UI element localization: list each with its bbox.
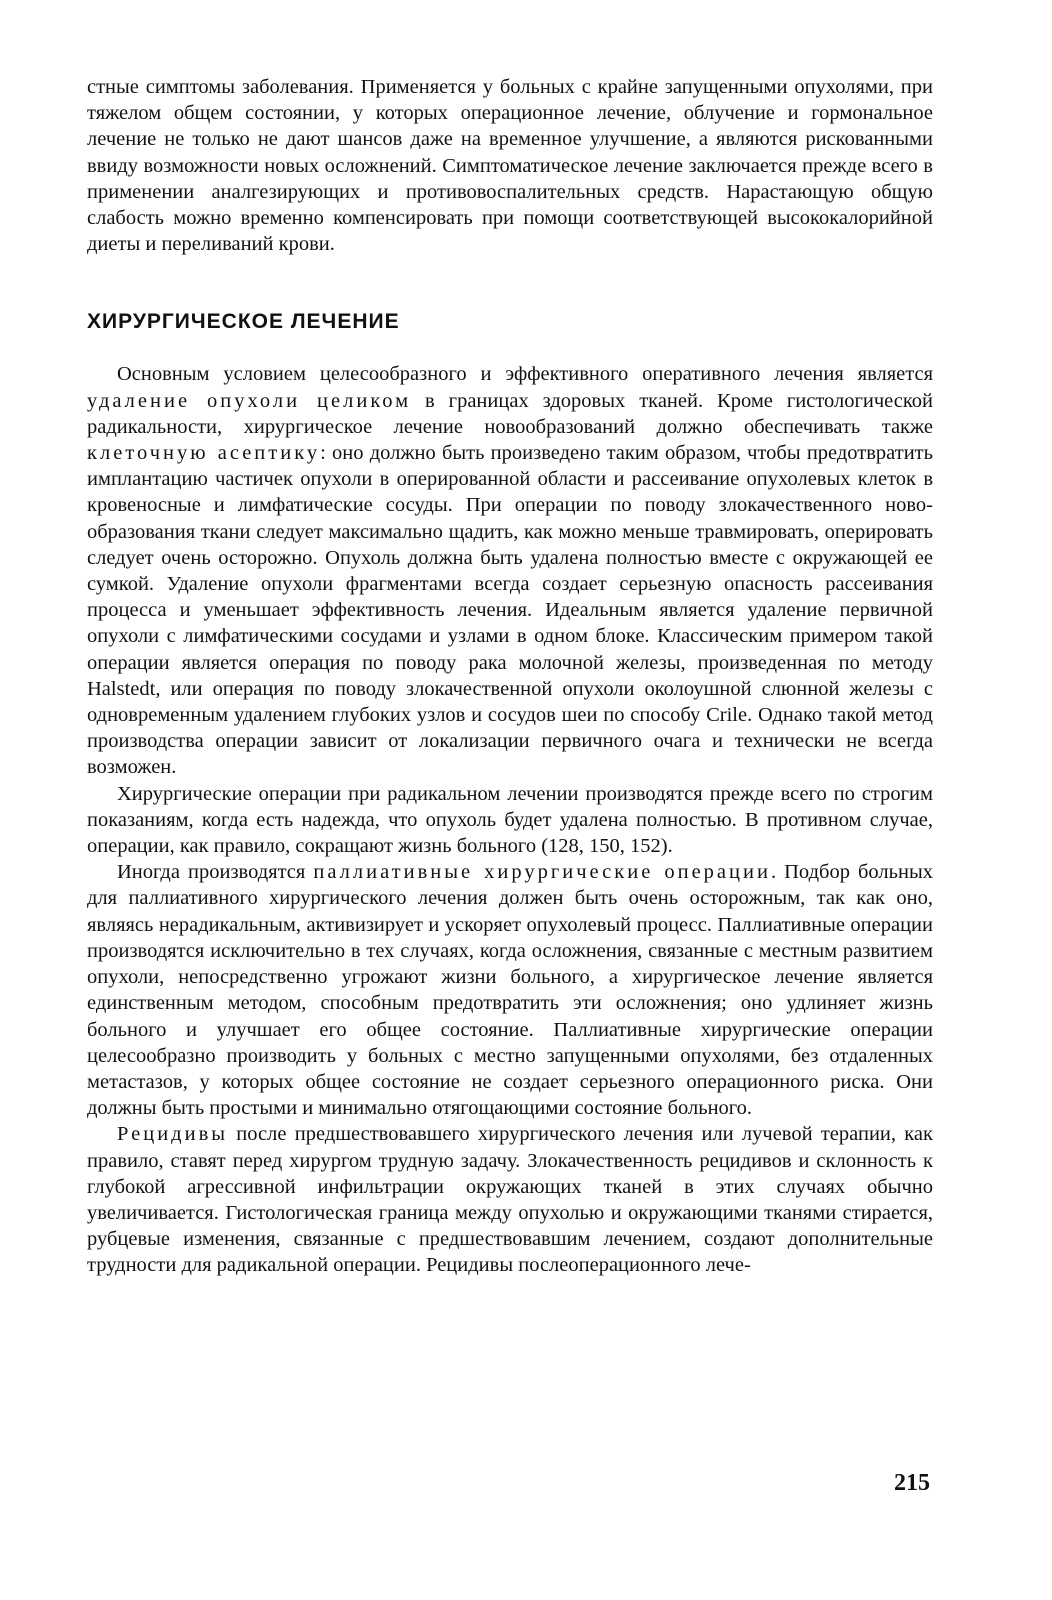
paragraph-1-text: : оно должно быть произведено таким образом, чтобы предотвратить имплантацию частичек опухоли в оперированной области и рассеивание опухолевых клеток в кровеносные и лимфатические сосуды. При операции по поводу злокачественного новообразования ткани следует максимально щадить, как можно меньше травмировать, оперировать следует очень осторожно. Опухоль должна быть удалена полностью вместе с окружающей ее сумкой. Удаление опухоли фрагментами всегда создает серьезную опасность рассеивания процесса и уменьшает эффективность лечения. Идеальным является удаление первичной опухоли с лимфатическими сосудами и узлами в одном блоке. Классическим примером такой операции является операция по поводу рака молочной железы, произведенная по методу Halstedt, или операция по поводу злокачественной опухоли околоушной слюнной железы с одновременным удалением глубоких узлов и сосудов шеи по способу Crile. Однако такой метод производства операции зависит от локализации первичного очага и технически не всегда возможен.: [87, 442, 933, 779]
paragraph-1-spaced-term: удаление опухоли целиком: [87, 389, 412, 412]
paragraph-4: [87, 1121, 933, 1278]
paragraph-1: [87, 361, 933, 780]
paragraph-4-spaced-term: Рецидивы: [117, 1123, 229, 1146]
paragraph-3-text: . Подбор больных для паллиативного хирургического лечения должен быть очень осторожным, так как оно, являясь нерадикальным, активизирует и ускоряет опухолевый процесс. Паллиативные операции производятся исключительно в тех случаях, когда осложнения, связанные с местным развитием опухоли, непосредственно угрожают жизни больного, а хирургическое лечение является единственным методом, способным предотвратить эти осложнения; оно удлиняет жизнь больного и улучшает его общее состояние. Паллиативные хирургические операции целесообразно производить у больных с местно запущенными опухолями, без отдаленных метастазов, у которых общее состояние не создает серьезного операционного риска. Они должны быть простыми и минимально отягощающими состояние больного.: [87, 861, 933, 1120]
paragraph-4-text: после предшествовавшего хирургического лечения или лучевой терапии, как правило, ставят перед хирургом трудную задачу. Злокачественность рецидивов и склонность к глубокой агрессивной инфильтрации окружающих тканей в этих случаях обычно увеличивается. Гистологическая граница между опухолью и окружающими тканями стирается, рубцевые изменения, связанные с предшествовавшим лечением, создают дополнительные трудности для радикальной операции. Рецидивы послеоперационного лече-: [87, 1123, 933, 1277]
paragraph-3: [87, 859, 933, 1121]
page-number: 215: [894, 1470, 930, 1496]
paragraph-2: Хирургические операции при радикальном лечении производятся прежде всего по строгим показаниям, когда есть надежда, что опухоль будет удалена полностью. В противном случае, операции, как правило, сокращают жизнь больного (128, 150, 152).: [87, 782, 933, 858]
paragraph-1-spaced-term: клеточную асептику: [87, 442, 321, 465]
paragraph-3-text: Иногда производятся: [117, 861, 314, 884]
paragraph-1-text: Основным условием целесообразного и эффективного оперативного лечения является: [117, 363, 933, 386]
paragraph-3-spaced-term: паллиативные хирургические операции: [313, 861, 771, 884]
page-text: [87, 74, 933, 1279]
section-heading: ХИРУРГИЧЕСКОЕ ЛЕЧЕНИЕ: [87, 310, 400, 334]
paragraph-top: стные симптомы заболевания. Применяется у больных с крайне запущенными опухолями, при тяжелом общем состоянии, у которых операционное лечение, облучение и гормональное лечение не только не дают шансов даже на временное улучшение, а являются рискованными ввиду возможности новых осложнений. Симптоматическое лечение заключается прежде всего в применении аналгезирующих и противовоспалительных средств. Нарастающую общую слабость можно временно компенсировать при помощи соответствующей высококалорийной диеты и переливаний крови.: [87, 76, 933, 256]
paragraph-1-text: в границах здоровых тканей. Кроме гистологической радикальности, хирургическое лечение новообразований должно обеспечивать также: [87, 389, 933, 438]
